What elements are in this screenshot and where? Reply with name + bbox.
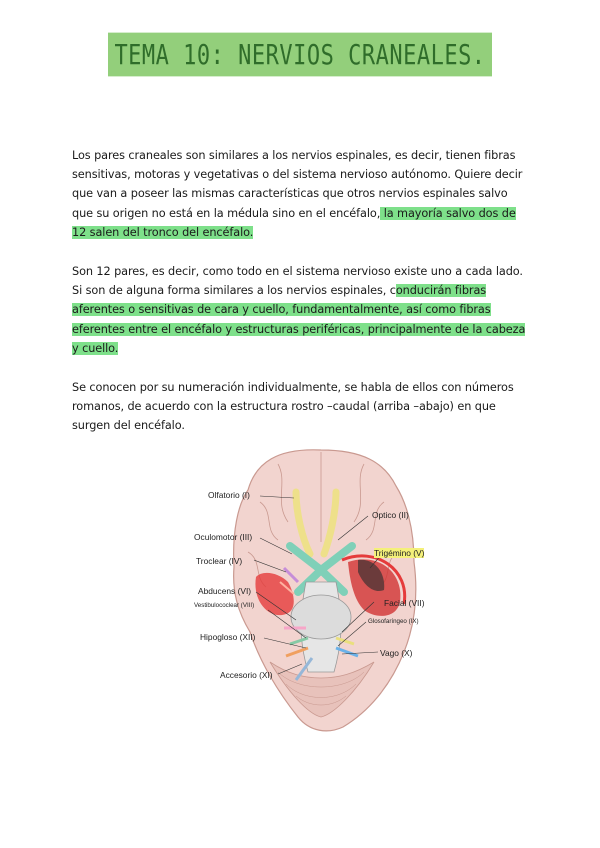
paragraph-2-text: Son 12 pares, es decir, como todo en el sistema nervioso existe uno a cada lado. Si son de alguna forma similares a los nervios espinales, c bbox=[72, 265, 523, 298]
paragraph-1-text: Los pares craneales son similares a los nervios espinales, es decir, tienen fibras sensitivas, motoras y vegetativas o del sistema nervioso autónomo. Quiere decir que van a poseer las mismas características que otros nervios espinales salvo que su origen no está en la médula sino en el encéfalo, bbox=[72, 149, 523, 220]
paragraph-1 bbox=[72, 146, 530, 242]
page-title: TEMA 10: NERVIOS CRANEALES. bbox=[108, 33, 491, 77]
label-troclear: Troclear (IV) bbox=[196, 556, 243, 566]
brain-figure bbox=[178, 442, 464, 742]
paragraph-1-highlight: la mayoría salvo dos de 12 salen del tronco del encéfalo. bbox=[72, 206, 516, 239]
paragraph-2-highlight: onducirán fibras aferentes o sensitivas de cara y cuello, fundamentalmente, así como fibras eferentes entre el encéfalo y estructuras periféricas, principalmente de la cabeza y cuello. bbox=[72, 284, 526, 355]
label-vago: Vago (X) bbox=[380, 648, 413, 658]
label-facial: Facial (VII) bbox=[384, 598, 425, 608]
label-abducens: Abducens (VI) bbox=[198, 586, 252, 596]
label-glosofaringeo: Glosofaríngeo (IX) bbox=[368, 618, 419, 625]
label-optico: Optico (II) bbox=[372, 510, 409, 520]
label-olfatorio: Olfatorio (I) bbox=[208, 490, 250, 500]
label-vestibulococlear: Vestibulococlear (VIII) bbox=[194, 602, 255, 609]
paragraph-2 bbox=[72, 262, 530, 358]
title-container bbox=[0, 37, 600, 72]
paragraph-3 bbox=[72, 378, 530, 436]
pons-shape bbox=[291, 595, 351, 639]
paragraph-3-text: Se conocen por su numeración individualmente, se habla de ellos con números romanos, de acuerdo con la estructura rostro –caudal (arriba –abajo) en que surgen del encéfalo. bbox=[72, 381, 514, 433]
label-accesorio: Accesorio (XI) bbox=[220, 670, 273, 680]
label-hipogloso: Hipogloso (XII) bbox=[200, 632, 256, 642]
label-oculomotor: Oculomotor (III) bbox=[194, 532, 253, 542]
label-trigemino: Trigémino (V) bbox=[374, 548, 425, 558]
